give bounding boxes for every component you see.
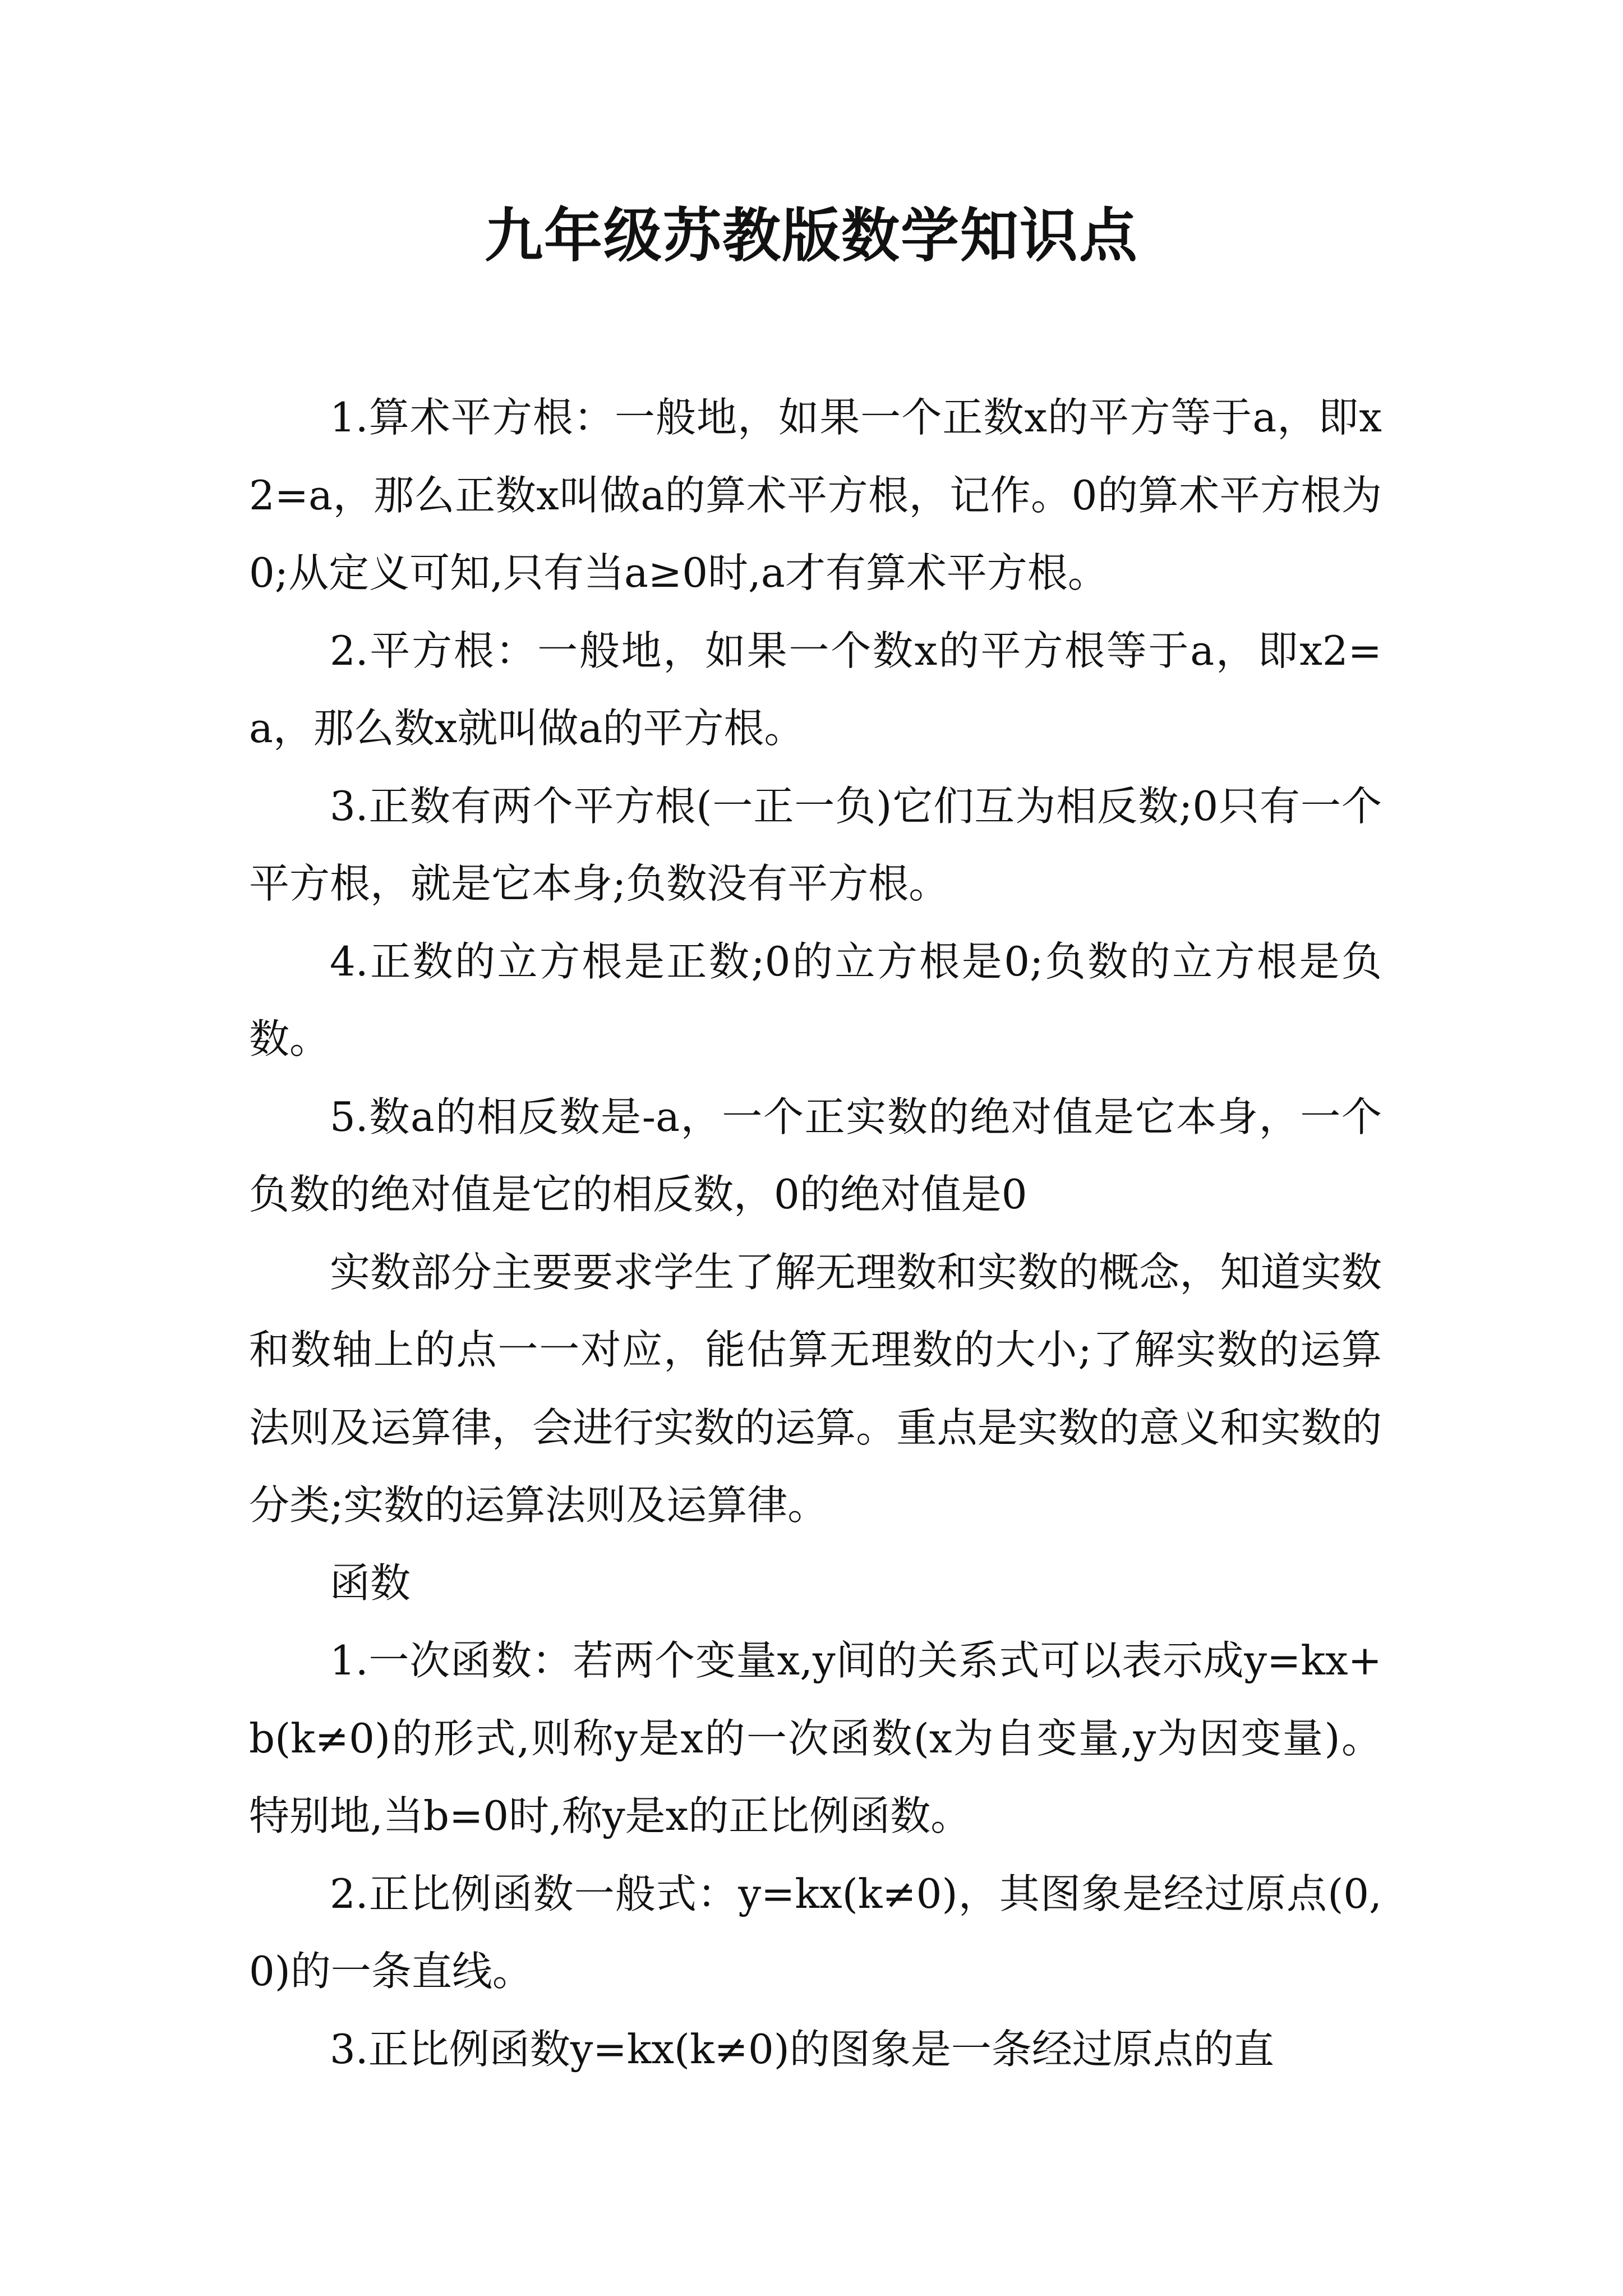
paragraph-opposite-absolute-value: 5.数a的相反数是-a，一个正实数的绝对值是它本身，一个负数的绝对值是它的相反数，0的绝对值是0 (249, 1093, 1382, 1218)
paragraph-proportional-function: 2.正比例函数一般式：y=kx(k≠0)，其图象是经过原点(0,0)的一条直线。 (249, 1870, 1382, 1995)
document-title: 九年级苏教版数学知识点 (484, 201, 1138, 270)
paragraph-cube-roots: 4.正数的立方根是正数;0的立方根是0;负数的立方根是负数。 (249, 937, 1382, 1062)
paragraph-square-root: 2.平方根：一般地，如果一个数x的平方根等于a，即x2=a，那么数x就叫做a的平方根。 (249, 627, 1382, 752)
paragraph-linear-function: 1.一次函数：若两个变量x,y间的关系式可以表示成y=kx+b(k≠0)的形式,则称y是x的一次函数(x为自变量,y为因变量)。特别地,当b=0时,称y是x的正比例函数。 (249, 1637, 1382, 1839)
document-body (249, 379, 1382, 2088)
paragraph-real-numbers-summary: 实数部分主要要求学生了解无理数和实数的概念，知道实数和数轴上的点一一对应，能估算无理数的大小;了解实数的运算法则及运算律，会进行实数的运算。重点是实数的意义和实数的分类;实数的运算法则及运算律。 (249, 1248, 1382, 1529)
section-heading-functions: 函数 (330, 1559, 411, 1607)
paragraph-arithmetic-square-root: 1.算术平方根：一般地，如果一个正数x的平方等于a，即x2=a，那么正数x叫做a的算术平方根，记作。0的算术平方根为0;从定义可知,只有当a≥0时,a才有算术平方根。 (249, 394, 1382, 596)
paragraph-positive-square-roots: 3.正数有两个平方根(一正一负)它们互为相反数;0只有一个平方根，就是它本身;负数没有平方根。 (249, 782, 1382, 907)
paragraph-proportional-graph: 3.正比例函数y=kx(k≠0)的图象是一条经过原点的直 (330, 2025, 1274, 2073)
